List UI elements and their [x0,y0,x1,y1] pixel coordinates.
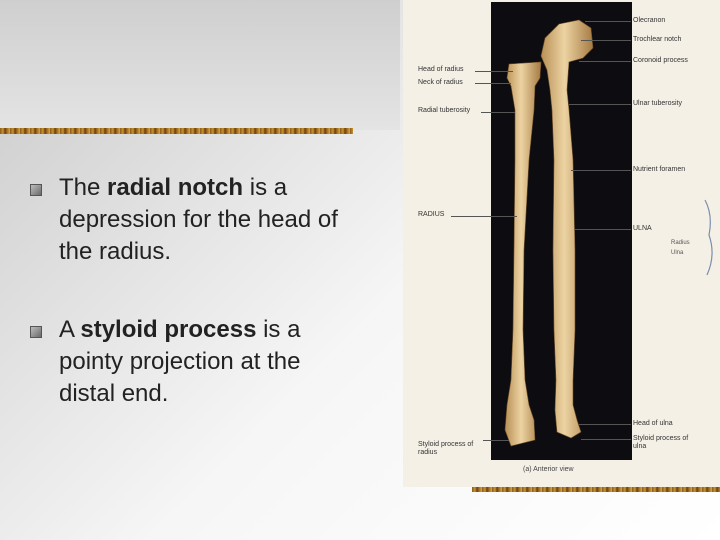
label-ulnar-tuberosity: Ulnar tuberosity [633,100,683,107]
inset-label-ulna: Ulna [671,250,684,256]
decorative-divider-bottom [472,487,720,492]
bullet-text [59,172,350,268]
text-post: is a pointy projection at the distal end. [59,316,301,407]
leader-line [481,112,515,113]
leader-line [475,71,513,72]
label-head-of-ulna: Head of ulna [633,420,673,427]
figure-caption: (a) Anterior view [523,466,574,473]
bullet-item-radial-notch [30,172,350,268]
label-radius: RADIUS [418,211,445,218]
label-ulna: ULNA [633,225,652,232]
square-bullet-icon [30,184,42,196]
leader-line [451,216,517,217]
label-head-of-radius: Head of radius [418,66,464,73]
inset-label-radius: Radius [671,240,690,246]
inset-arm-outline [705,200,712,275]
text-pre: A [59,316,81,343]
radius-ulna-figure [403,0,720,487]
leader-line [579,424,631,425]
leader-line [585,21,631,22]
leader-line [571,170,631,171]
leader-line [575,229,631,230]
text-pre: The [59,174,108,201]
term-styloid-process: styloid process [80,316,257,343]
title-area [0,0,400,130]
label-nutrient-foramen: Nutrient foramen [633,166,686,173]
leader-line [579,61,631,62]
leader-line [581,40,631,41]
label-trochlear-notch: Trochlear notch [633,36,682,43]
leader-line [581,439,631,440]
leader-line [569,104,631,105]
label-coronoid-process: Coronoid process [633,57,688,64]
label-neck-of-radius: Neck of radius [418,79,463,86]
bullet-text [59,314,350,410]
term-radial-notch: radial notch [107,174,244,201]
label-olecranon: Olecranon [633,17,666,24]
label-styloid-process-of-ulna: Styloid process of ulna [633,435,689,450]
label-radial-tuberosity: Radial tuberosity [418,107,471,114]
radius-bone [505,62,541,446]
bullet-list [30,172,350,456]
text-post: is a depression for the head of the radius. [59,174,338,265]
bullet-item-styloid-process [30,314,350,410]
square-bullet-icon [30,326,42,338]
label-styloid-process-of-radius: Styloid process of radius [418,441,474,456]
leader-line [475,83,511,84]
decorative-divider [0,128,353,134]
